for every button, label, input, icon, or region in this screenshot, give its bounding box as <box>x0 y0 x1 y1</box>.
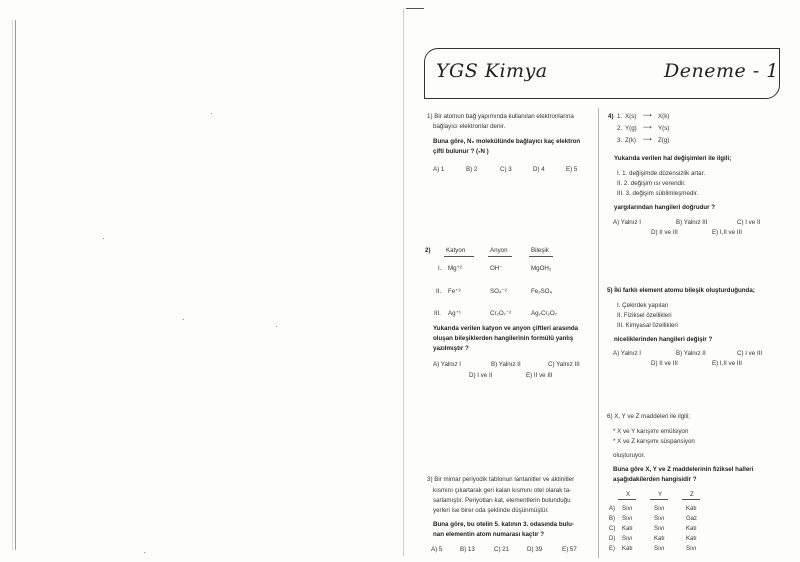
q4-process-arrow: ⟶ <box>643 124 652 131</box>
q6-header-underline <box>650 499 668 500</box>
q4-process-number: 2. <box>617 125 623 132</box>
q1-option-c[interactable]: C) 3 <box>500 166 512 173</box>
q6-option-label[interactable]: B) <box>609 516 615 522</box>
column-divider <box>598 108 599 558</box>
q3-text-line: yerleri ise birer oda şeklinde düşünmüştür. <box>433 507 549 514</box>
q2-row-compound: MgOH₂ <box>531 265 552 272</box>
q6-header-x: X <box>626 491 631 498</box>
q6-cell-z: Sıvı <box>686 546 697 552</box>
q2-header-underline <box>529 256 553 257</box>
q2-row-compound: Fe₂SO₄ <box>531 288 553 295</box>
q4-process-from: Y(g) <box>625 125 637 132</box>
q6-question-line: Buna göre X, Y ve Z maddelerinin fiziksel halleri <box>613 466 754 473</box>
q5-option-c[interactable]: C) I ve III <box>737 350 763 357</box>
q2-header-cation: Katyon <box>446 247 466 254</box>
q2-row-cation: Fe⁺³ <box>448 288 461 295</box>
q4-statement: I. 1. değişimde düzensizlik artar. <box>617 170 706 177</box>
q2-header-underline <box>488 256 512 257</box>
q6-header-underline <box>618 499 636 500</box>
q6-cell-y: Sıvı <box>654 526 665 532</box>
q2-header-compound: Bileşik <box>531 247 549 254</box>
q6-header-z: Z <box>690 491 694 498</box>
q3-question-line: nan elementin atom numarası kaçtır ? <box>433 531 545 538</box>
q2-row-anion: SO₄⁻² <box>490 288 507 295</box>
q3-option-b[interactable]: B) 13 <box>460 546 475 553</box>
q2-option-b[interactable]: B) Yalnız II <box>491 361 521 368</box>
q5-option-e[interactable]: E) I,II ve III <box>712 360 742 367</box>
subject-title: YGS Kimya <box>436 60 548 82</box>
q4-option-b[interactable]: B) Yalnız III <box>676 219 708 226</box>
q5-intro: 5) İki farklı element atomu bileşik oluşturduğunda; <box>607 287 755 294</box>
q6-cell-x: Sıvı <box>622 506 633 512</box>
q6-cell-z: Katı <box>686 536 697 542</box>
q4-number: 4) <box>608 113 614 120</box>
scan-speck <box>144 552 145 553</box>
q5-statement: I. Çekirdek yapıları <box>617 302 669 309</box>
q6-statement: oluşturuyor. <box>613 452 645 459</box>
q1-question-line: çifti bulunur ? (₇N ) <box>433 148 489 155</box>
page-spine-line <box>403 8 404 556</box>
q4-process-number: 3. <box>617 137 623 144</box>
q2-question-line: Yukarıda verilen katyon ve anyon çiftleri arasında <box>433 325 579 332</box>
q4-process-to: Z(g) <box>658 137 670 144</box>
q6-intro: 6) X, Y ve Z maddeleri ile ilgili; <box>607 413 690 420</box>
q2-row-label: I. <box>438 265 442 272</box>
q6-option-label[interactable]: D) <box>609 536 616 542</box>
q6-cell-z: Gaz <box>686 516 698 522</box>
q1-option-a[interactable]: A) 1 <box>433 166 445 173</box>
scan-speck <box>183 319 184 320</box>
q2-number: 2) <box>425 247 431 254</box>
q4-process-arrow: ⟶ <box>643 112 652 119</box>
q6-statement: * X ve Z karışımı süspansiyon <box>613 438 695 445</box>
q6-cell-y: Katı <box>654 536 665 542</box>
q2-option-a[interactable]: A) Yalnız I <box>433 361 461 368</box>
q3-text-line: sarlamıştır. Periyotları kat, elementlerin bulunduğu <box>433 497 571 504</box>
q5-statement: III. Kimyasal özellikleri <box>617 322 678 329</box>
q6-header-underline <box>682 499 700 500</box>
q5-option-a[interactable]: A) Yalnız I <box>613 350 641 357</box>
q6-cell-x: Katı <box>622 526 633 532</box>
exam-title: Deneme - 1 <box>664 60 779 82</box>
q6-option-label[interactable]: E) <box>609 546 615 552</box>
q6-option-label[interactable]: A) <box>609 506 615 512</box>
q4-process-from: Z(k) <box>625 137 636 144</box>
q4-statement: II. 2. değişim ısı verendir. <box>617 180 686 187</box>
q2-row-anion: Cr₂O₇⁻² <box>490 310 512 317</box>
q3-option-c[interactable]: C) 21 <box>494 546 510 553</box>
q6-cell-y: Sıvı <box>654 506 665 512</box>
q6-statement: * X ve Y karışımı emülsiyon <box>613 428 689 435</box>
q6-question-line: aşağıdakilerden hangisidir ? <box>613 476 697 483</box>
q5-question: niceliklerinden hangileri değişir ? <box>614 336 713 343</box>
q5-option-d[interactable]: D) II ve III <box>651 360 678 367</box>
scan-speck <box>276 326 277 327</box>
q6-cell-y: Sıvı <box>654 516 665 522</box>
q4-option-c[interactable]: C) I ve II <box>737 219 761 226</box>
q2-option-d[interactable]: D) I ve II <box>469 372 493 379</box>
q6-cell-x: Sıvı <box>622 536 633 542</box>
q6-cell-z: Katı <box>686 526 697 532</box>
q5-statement: II. Fiziksel özellikleri <box>617 312 672 319</box>
q4-process-to: Y(s) <box>658 125 670 132</box>
q2-header-underline <box>444 256 474 257</box>
q1-option-b[interactable]: B) 2 <box>466 166 478 173</box>
q2-row-label: II. <box>436 288 442 295</box>
left-page-edge-shadow <box>12 20 13 550</box>
scan-speck <box>211 113 212 114</box>
q2-row-anion: OH⁻ <box>490 265 503 272</box>
q2-row-cation: Ag⁺¹ <box>448 310 461 317</box>
q4-process-to: X(k) <box>658 113 670 120</box>
q5-option-b[interactable]: B) Yalnız II <box>676 350 706 357</box>
q3-question-line: Buna göre, bu otelin 5. katının 3. odasında bulu- <box>433 521 574 528</box>
q3-text-line: kısmını çıkartarak geri kalan kısmını otel olarak ta- <box>433 487 572 494</box>
q4-process-arrow: ⟶ <box>643 136 652 143</box>
q6-cell-x: Katı <box>622 546 633 552</box>
q3-option-d[interactable]: D) 39 <box>527 546 543 553</box>
q4-option-d[interactable]: D) II ve III <box>651 229 678 236</box>
q1-option-e[interactable]: E) 5 <box>566 166 578 173</box>
left-page-edge <box>15 20 16 550</box>
q4-process-number: 1. <box>617 113 623 120</box>
q4-process-from: X(s) <box>625 113 637 120</box>
q2-row-label: III. <box>434 310 441 317</box>
q4-statement: III. 3. değişim süblimleşmedir. <box>617 190 699 197</box>
q2-header-anion: Anyon <box>490 247 508 254</box>
q4-intro: Yukarıda verilen hal değişimleri ile ilgili; <box>614 155 732 162</box>
q6-header-y: Y <box>658 491 663 498</box>
q2-option-e[interactable]: E) II ve III <box>526 372 553 379</box>
q6-option-label[interactable]: C) <box>609 526 616 532</box>
q2-row-cation: Mg⁺² <box>448 265 462 272</box>
q2-question-line: yazılmıştır ? <box>433 345 469 352</box>
q6-cell-x: Sıvı <box>622 516 633 522</box>
q4-option-a[interactable]: A) Yalnız I <box>613 219 641 226</box>
q4-option-e[interactable]: E) I,II ve III <box>712 229 742 236</box>
q3-text-line: 3) Bir mimar periyodik tablonun lantanitler ve aktinitler <box>427 476 575 483</box>
q3-option-e[interactable]: E) 57 <box>562 546 577 553</box>
q1-text-line: 1) Bir atomun bağ yapımında kullanılan elektronlarına <box>427 113 574 120</box>
q1-text-line: bağlayıcı elektronlar denir. <box>433 123 506 130</box>
q6-cell-z: Katı <box>686 506 697 512</box>
q6-cell-y: Sıvı <box>654 546 665 552</box>
q2-option-c[interactable]: C) Yalnız III <box>548 361 580 368</box>
q1-option-d[interactable]: D) 4 <box>533 166 545 173</box>
q1-question-line: Buna göre, N₂ molekülünde bağlayıcı kaç elektron <box>433 138 581 145</box>
scan-speck <box>103 238 104 239</box>
q4-question: yargılarından hangileri doğrudur ? <box>614 204 716 211</box>
q3-option-a[interactable]: A) 5 <box>431 546 443 553</box>
q2-question-line: oluşan bileşiklerden hangilerinin formülü yanlış <box>433 335 574 342</box>
q2-row-compound: Ag₂Cr₂O₇ <box>531 310 557 317</box>
top-corner-mark <box>406 8 424 9</box>
